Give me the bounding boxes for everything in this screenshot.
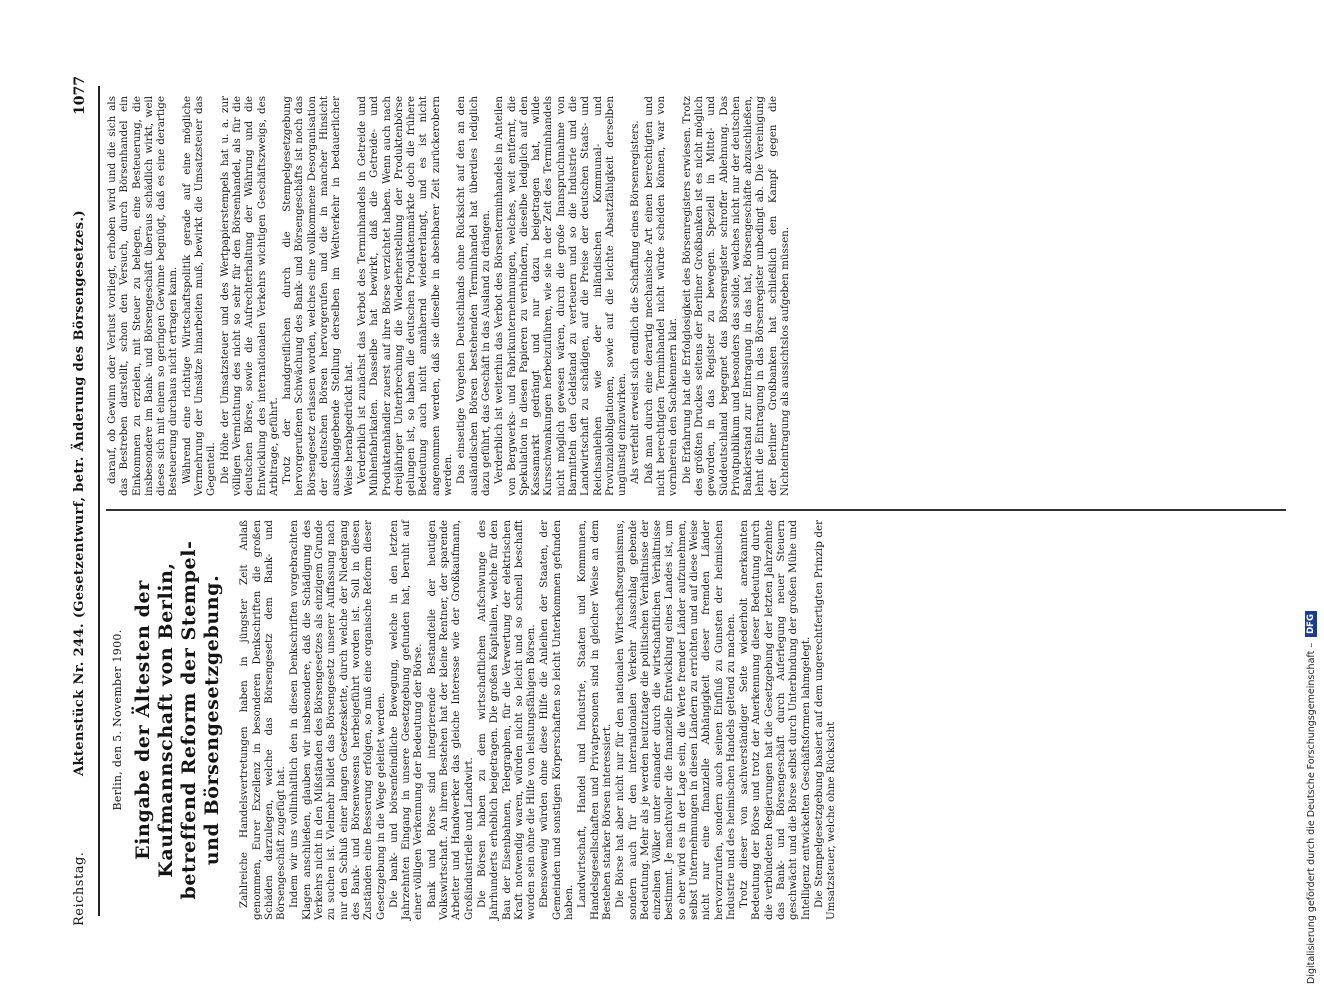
header-rule <box>98 86 100 916</box>
letter-date: Berlin, den 5. November 1900. <box>111 629 124 811</box>
paragraph: Daß man durch eine derartig mechanische Art einen berechtigten und nicht berechtigten Terminhandel nicht würde scheiden können, war von vornherein den Sachkennern klar. <box>642 96 680 496</box>
paragraph: Das einseitige Vorgehen Deutschlands ohne Rücksicht auf den an den ausländischen Börsen bestehenden Terminhandel hat überdies lediglich dazu geführt, das Geschäft in das Ausland zu drängen. <box>455 96 492 496</box>
paragraph: Ebensowenig würden ohne diese Hilfe die Anleihen der Staaten, der Gemeinden und sonstigen Körperschaften so leicht Unterkommen gefunden haben. <box>538 520 576 920</box>
paragraph: Die Stempelgesetzgebung basiert auf dem ungerechtfertigten Prinzip der Umsatzsteuer, welche ohne Rücksicht <box>812 520 838 920</box>
paragraph: Die bank- und börsenfeindliche Bewegung, welche in den letzten Jahrzehnten Eingang in unsere Gesetzgebung gefunden hat, beruht auf einer völligen Verkennung der Bedeutung der Börse. <box>387 520 425 920</box>
paragraph: darauf, ob Gewinn oder Verlust vorliegt, erhoben wird und die sich als das Bestreben darstellt, schon den Versuch, durch Börsenhandel ein Einkommen zu erzielen, mit Steuer zu belegen, eine Besteuerung, die insbesondere im Bank- und Börsengeschäft überaus schädlich wirkt, weil dieses sich mit einem so geringen Gewinne begnügt, daß es eine derartige Besteuerung durchaus nicht ertragen kann. <box>106 96 180 496</box>
header-reichstag: Reichstag. <box>72 851 87 926</box>
paragraph: Bank und Börse sind integrierende Bestandteile der heutigen Volkswirtschaft. An ihrem Bestehen hat der kleine Rentner, der sparende Arbeiter und Handwerker das gleiche Interesse wie der Großkaufmann, Großindustrielle und Landwirt. <box>425 520 475 920</box>
paragraph: Die Erfahrung hat die Erfolglosigkeit des Börsenregisters erwiesen. Trotz des größten Druckes seitens der Berliner Großbanken ist es nicht möglich geworden, in das Register zu bewegen. Speziell in Mittel- und Süddeutschland begegnet das Börsenregister schroffer Ablehnung. Das Privatpublikum und besonders das solide, welches nicht nur der deutschen Bankierstand zur Eintragung in das hat, Börsengeschäfte abzuschließen, lehnt die Eintragung in das Börsenregister unbedingt ab. Die Vereinigung der Berliner Großbanken hat schließlich den Kampf gegen die Nichteintragung als aussichtslos aufgeben müssen. <box>680 96 792 496</box>
digitization-credit <box>1303 8 1319 992</box>
paragraph: Verderblich ist weiterhin das Verbot des Börsenterminhandels in Anteilen von Bergwerks- und Fabrikunternehmungen, welches, weit entfernt, die Spekulation in diesen Papieren zu verhindern, dieselbe lediglich auf den Kassamarkt gedrängt und nur dazu beigetragen hat, wilde Kursschwankungen herbeizuführen, wie sie in der Zeit des Terminhandels nicht möglich gewesen wären, durch die große Inanspruchnahme von Barmitteln den Geldstand zu verteuern und so die Industrie und die Landwirtschaft zu schädigen, auf die Preise der deutschen Staats- und Reichsanleihen wie der inländischen Kommunal- und Provinzialobligationen, sowie auf die leichte Absatzfähigkeit derselben ungünstig einzuwirken. <box>493 96 629 496</box>
left-column <box>106 520 839 920</box>
column-divider <box>106 509 1286 511</box>
paragraph: Zahlreiche Handelsvertretungen haben in jüngster Zeit Anlaß genommen, Eurer Exzellenz in besonderen Denkschriften die großen Schäden darzulegen, welche das Börsengesetz dem Bank- und Börsengeschäft zugefügt hat. <box>238 520 288 920</box>
page-number: 1077 <box>72 76 88 115</box>
paragraph: Die Börse hat aber nicht nur für den nationalen Wirtschaftsorganismus, sondern auch für den internationalen Verkehr Ausschlag gebende Bedeutung. Mehr als je werden heutzutage die politischen Verhältnisse der einzelnen Völker unter einander durch die wirtschaftlichen Verhältnisse bestimmt. Je machtvoller die finanzielle Entwicklung eines Landes ist, um so eher wird es in der Lage sein, die Werte fremder Länder aufzunehmen, selbst Unternehmungen in diesen Ländern zu errichten und auf diese Weise nicht nur eine finanzielle Abhängigkeit dieser fremden Länder hervorzurufen, sondern auch seinen Einfluß zu Gunsten der heimischen Industrie und des heimischen Handels geltend zu machen. <box>614 520 737 920</box>
paragraph: Indem wir uns vollinhaltlich den in diesen Denkschriften vorgebrachten Klagen anschließen, glauben wir insbesondere, daß die Schädigung des Verkehrs nicht in den Mißständen des Börsengesetzes als einzigem Grunde zu suchen ist. Vielmehr bildet das Börsengesetz unserer Auffassung nach nur den Schluß einer langen Gesetzeskette, durch welche der Niedergang des Bank- und Börsenwesens herbeigeführt worden ist. Soll in diesen Zuständen eine Besserung erfolgen, so muß eine organische Reform dieser Gesetzgebung in die Wege geleitet werden. <box>288 520 387 920</box>
dfg-logo: DFG <box>1305 611 1317 637</box>
rotated-page-content <box>62 62 1298 936</box>
paragraph: Die Höhe der Umsatzsteuer und des Wertpapierstempels hat u. a. zur völligen Vernichtung des nicht so sehr für den Börsenhandel, als für die deutschen Börse, sowie die Aufrechterhaltung der Währung und die Entwicklung des internationalen Verkehrs wichtigen Geschäftszweigs, des Arbitrage, geführt. <box>218 96 280 496</box>
paragraph: Während eine richtige Wirtschaftspolitik gerade auf eine mögliche Vermehrung der Umsätze hinarbeiten muß, bewirkt die Umsatzsteuer das Gegenteil. <box>180 96 218 496</box>
petition-title: Eingabe der Ältesten der Kaufmannschaft von Berlin, betreffend Reform der Stempel- und Börsengesetzgebung. <box>132 540 224 900</box>
paragraph: Als verfehlt erweist sich endlich die Schaffung eines Börsenregisters. <box>629 120 642 484</box>
paragraph: Trotz dieser von sachverständiger Seite wiederholt anerkannten Bedeutung der Börse und trotz der Anerkennung dieser Bedeutung durch die verbündeten Regierungen hat die Gesetzgebung der letzten Jahrzehnte das Bank- und Börsengeschäft durch Auferlegung neuer Steuern geschwächt und die Börse selbst durch Unterbindung der großen Mühe und Intelligenz entwickelten Geschäftsformen lahmgelegt. <box>738 520 812 920</box>
paragraph: Verderblich ist zunächst das Verbot des Terminhandels in Getreide und Mühlenfabrikaten. Dasselbe hat bewirkt, daß die Getreide- und Produktenhändler zuerst auf ihre Börse verzichtet haben. Wenn auch nach dreijähriger Unterbrechung die Wiederherstellung der Produktenbörse gelungen ist, so haben die deutschen Produktenmärkte doch die frühere Bedeutung auch nicht annähernd wiedererlangt, und es ist nicht angenommen werden, daß sie dieselbe in absehbarer Zeit zurückerobern werden. <box>355 96 455 496</box>
scanned-page <box>62 62 1298 936</box>
running-header <box>68 76 94 926</box>
credit-text: Digitalisierung gefördert durch die Deutsche Forschungsgemeinschaft – <box>1305 642 1317 984</box>
paragraph: Trotz der handgreiflichen durch die Stempelgesetzgebung hervorgerufenen Schwächung des Bank- und Börsengeschäfts ist noch das Börsengesetz erlassen worden, welches eine vollkommene Desorganisation der deutschen Börsen hervorgerufen und die in mancher Hinsicht ausschlaggebende Stellung derselben im Weltverkehr in bedauerlicher Weise herabgedrückt hat. <box>281 96 355 496</box>
paragraph: Die Börsen haben zu dem wirtschaftlichen Aufschwunge des Jahrhunderts erheblich beigetragen. Die großen Kapitalien, welche für den Bau der Eisenbahnen, Telegraphen, für die Verwertung der elektrischen Kraft notwendig waren, würden nicht so leicht und so schnell beschafft worden sein ohne die Hilfe von leistungsfähigen Börsen. <box>475 520 538 920</box>
right-column <box>106 96 792 496</box>
header-document-ref: Aktenstück Nr. 244. (Gesetzentwurf, betr. Änderung des Börsengesetzes.) <box>72 209 87 776</box>
paragraph: Landwirtschaft, Handel und Industrie, Staaten und Kommunen, Handelsgesellschaften und Privatpersonen sind in gleicher Weise an dem Bestehen starker Börsen interessiert. <box>576 520 613 920</box>
